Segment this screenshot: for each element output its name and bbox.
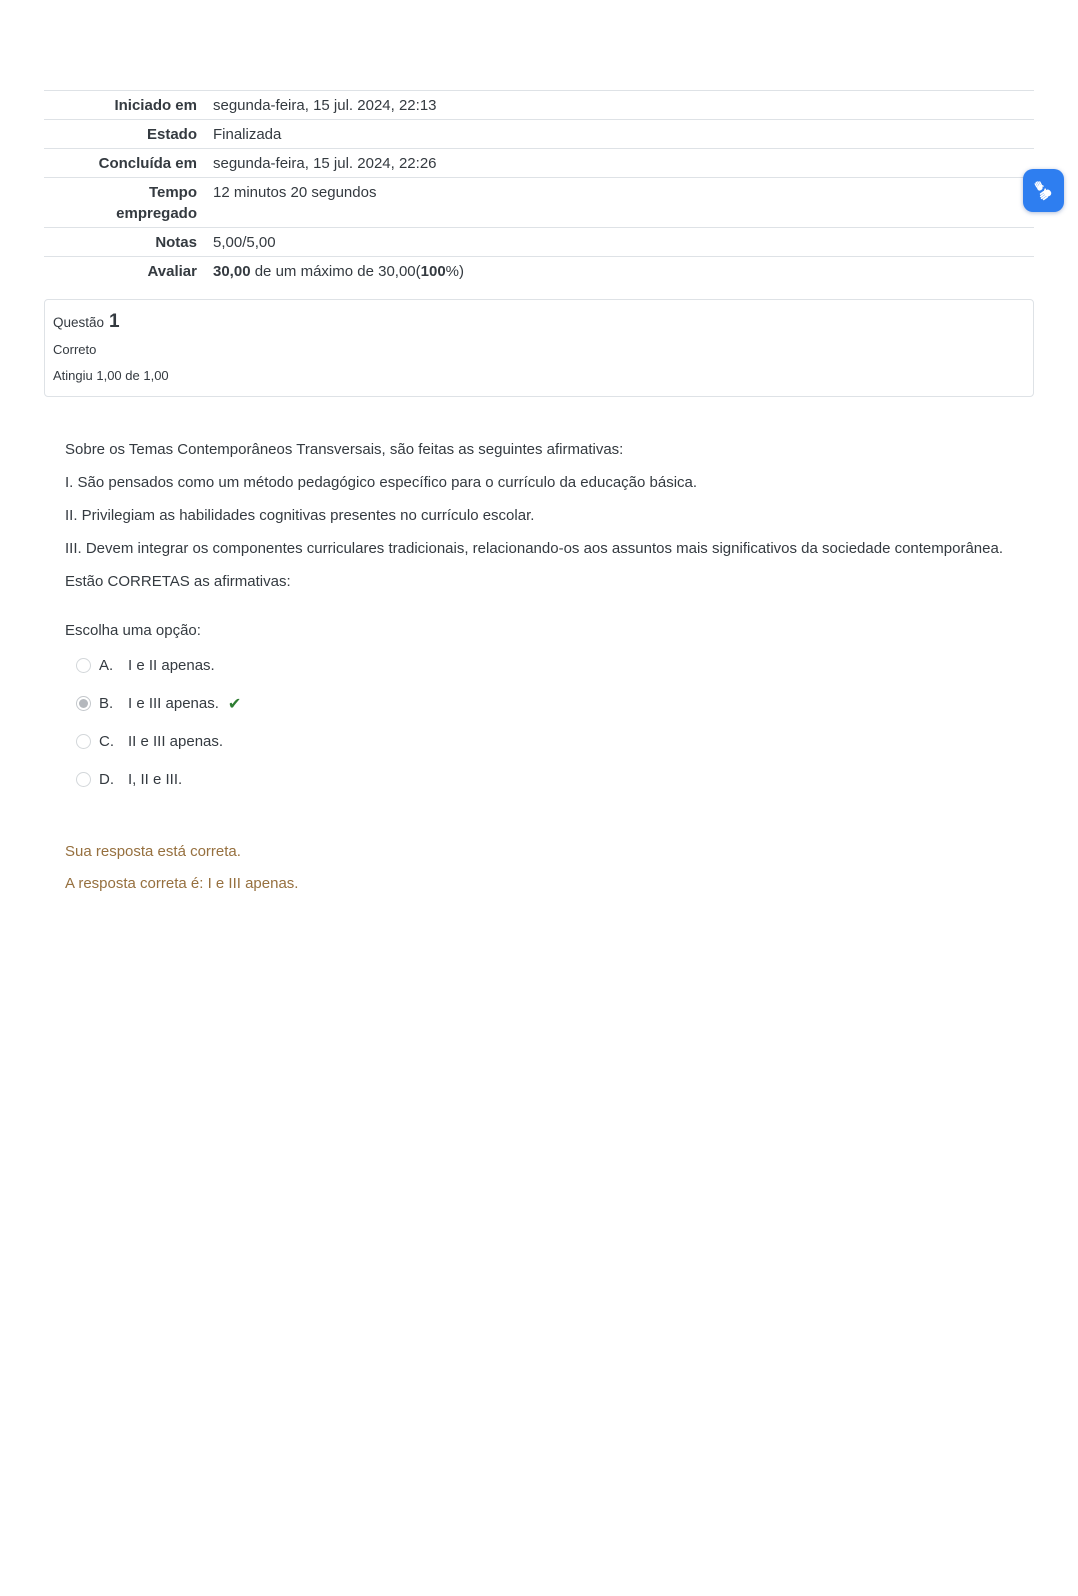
option-letter: C. [99,733,114,750]
grade-percent: 100 [420,263,446,280]
summary-label: Tempo empregado [116,184,197,222]
summary-label: Avaliar [147,263,197,280]
question-number-value: 1 [109,311,120,332]
option-text: I, II e III. [128,771,183,788]
option-text: II e III apenas. [128,733,224,750]
question-info-box [44,299,1034,397]
answer-option-c[interactable] [65,732,1034,752]
summary-label: Iniciado em [114,97,197,114]
quiz-review-page [0,90,1078,894]
question-stem-line: III. Devem integrar os componentes curriculares tradicionais, relacionando-os aos assuntos mais significativos da sociedade contemporânea. [65,540,1003,557]
summary-label: Notas [155,234,197,251]
option-letter: D. [99,771,114,788]
grade-score: 30,00 [213,263,251,280]
correct-check-icon: ✔ [227,694,242,713]
radio-button-icon[interactable] [76,696,91,711]
question-marks: Atingiu 1,00 de 1,00 [53,368,169,383]
question-number [53,311,1025,333]
summary-label: Concluída em [98,155,197,172]
grade-suffix: %) [445,263,465,280]
answer-options [65,656,1034,790]
question-stem-line: Sobre os Temas Contemporâneos Transversais, são feitas as seguintes afirmativas: [65,441,624,458]
summary-row-marks [44,228,1034,257]
question-state-badge: Correto [53,342,97,357]
summary-row-time-taken [44,178,1034,228]
radio-button-icon[interactable] [76,658,91,673]
answer-option-d[interactable] [65,770,1034,790]
summary-row-grade [44,257,1034,286]
answer-prompt: Escolha uma opção: [65,622,201,639]
summary-row-completed [44,149,1034,178]
question-content [44,439,1034,894]
question-number-label: Questão [53,315,105,330]
question-stem-line: I. São pensados como um método pedagógico específico para o currículo da educação básica. [65,474,698,491]
summary-label: Estado [146,126,197,143]
answer-option-a[interactable] [65,656,1034,676]
feedback-right-answer: A resposta correta é: I e III apenas. [65,875,299,892]
sign-language-hands-icon [1029,176,1059,206]
option-text: I e II apenas. [128,657,215,674]
question-feedback [65,842,1034,894]
option-text: I e III apenas. [128,695,219,712]
radio-button-icon[interactable] [76,772,91,787]
radio-button-icon[interactable] [76,734,91,749]
option-letter: A. [99,657,114,674]
option-letter: B. [99,695,114,712]
summary-grade-value [213,257,1034,286]
summary-value: 5,00/5,00 [213,234,276,251]
summary-value: segunda-feira, 15 jul. 2024, 22:13 [213,97,437,114]
summary-row-started [44,91,1034,120]
question-stem-line: Estão CORRETAS as afirmativas: [65,573,291,590]
question-stem-line: II. Privilegiam as habilidades cognitivas presentes no currículo escolar. [65,507,535,524]
accessibility-handtalk-button[interactable] [1023,169,1064,212]
summary-value: 12 minutos 20 segundos [213,184,377,201]
summary-value: segunda-feira, 15 jul. 2024, 22:26 [213,155,437,172]
grade-middle: de um máximo de 30,00( [250,263,421,280]
summary-row-state [44,120,1034,149]
answer-option-b[interactable] [65,694,1034,714]
feedback-correctness: Sua resposta está correta. [65,843,241,860]
summary-value: Finalizada [213,126,282,143]
attempt-summary-table [44,90,1034,285]
